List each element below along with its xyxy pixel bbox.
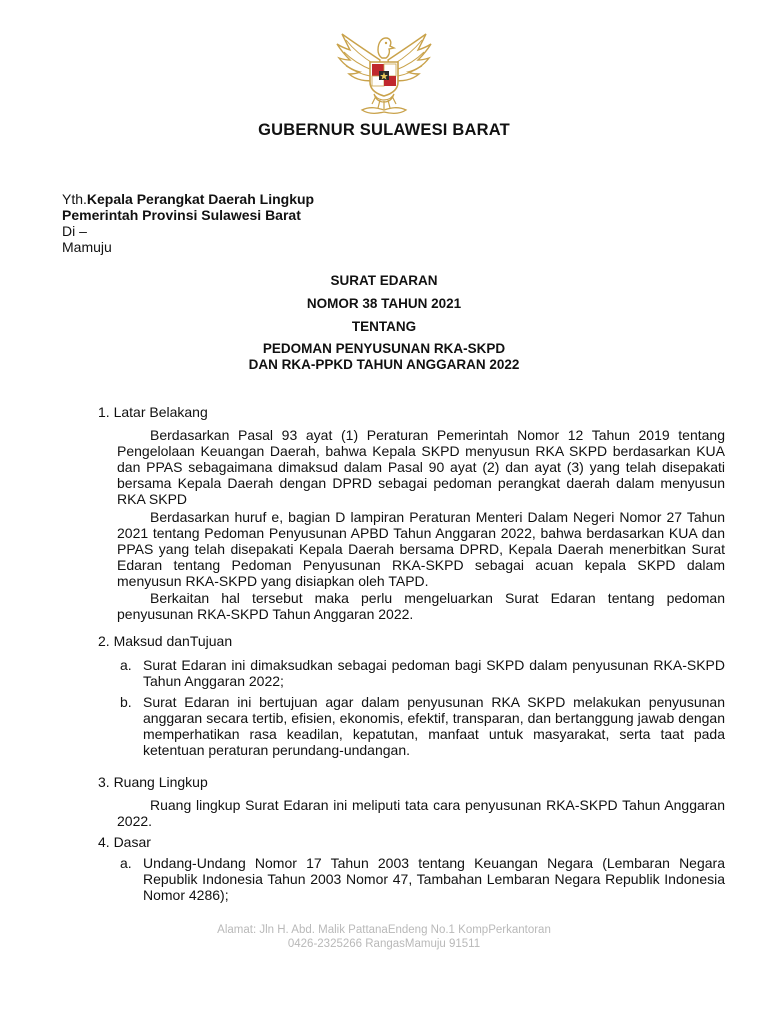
section-heading-3: 3. Ruang Lingkup [98, 774, 208, 790]
addressee-city: Mamuju [62, 239, 112, 255]
item-text: Surat Edaran ini dimaksudkan sebagai pedoman bagi SKPD dalam penyusunan RKA-SKPD Tahun Anggaran 2022; [143, 657, 725, 689]
section1-paragraph-1: Berdasarkan Pasal 93 ayat (1) Peraturan Pemerintah Nomor 12 Tahun 2019 tentang Pengelolaan Keuangan Daerah, bahwa Kepala SKPD menyusun RKA SKPD berdasarkan KUA dan PPAS sebagaimana dimaksud dalam Pasal 90 ayat (2) dan ayat (3) yang telah disepakati bersama Kepala Daerah dengan DPRD sebagai pedoman perangkat daerah dalam menyusun RKA SKPD [117, 427, 725, 507]
addressee-prefix: Yth. [62, 191, 87, 207]
item-label: b. [120, 694, 132, 710]
addressee-block [62, 191, 314, 255]
circular-about: TENTANG [351, 319, 417, 334]
section3-paragraph-1: Ruang lingkup Surat Edaran ini meliputi tata cara penyusunan RKA-SKPD Tahun Anggaran 2022. [117, 797, 725, 829]
section1-paragraph-3: Berkaitan hal tersebut maka perlu mengeluarkan Surat Edaran tentang pedoman penyusunan RKA-SKPD Tahun Anggaran 2022. [117, 590, 725, 622]
section-heading-2: 2. Maksud danTujuan [98, 633, 233, 649]
section-heading-4: 4. Dasar [98, 834, 151, 850]
addressee-line2: Pemerintah Provinsi Sulawesi Barat [62, 207, 301, 223]
footer-line2: 0426-2325266 RangasMamuju 91511 [287, 938, 481, 950]
item-text: Undang-Undang Nomor 17 Tahun 2003 tentang Keuangan Negara (Lembaran Negara Republik Indonesia Tahun 2003 Nomor 47, Tambahan Lembaran Negara Republik Indonesia Nomor 4286); [143, 855, 725, 903]
addressee-line1: Kepala Perangkat Daerah Lingkup [86, 191, 315, 207]
addressee-line3: Di – [62, 223, 87, 239]
footer-address [0, 923, 768, 951]
footer-line1: Alamat: Jln H. Abd. Malik PattanaEndeng No.1 KompPerkantoran [217, 924, 551, 936]
governor-title: GUBERNUR SULAWESI BARAT [258, 121, 510, 139]
item-text: Surat Edaran ini bertujuan agar dalam penyusunan RKA SKPD melakukan penyusunan anggaran secara tertib, efisien, ekonomis, efektif, transparan, dan bertanggung jawab dengan memperhatikan rasa keadilan, kepatutan, manfaat untuk masyarakat, serta taat pada ketentuan peraturan perundang-undangan. [143, 694, 725, 758]
item-label: a. [120, 657, 132, 673]
circular-subject-line1: PEDOMAN PENYUSUNAN RKA-SKPD [262, 341, 506, 356]
item-label: a. [120, 855, 132, 871]
circular-subject-line2: DAN RKA-PPKD TAHUN ANGGARAN 2022 [248, 357, 520, 372]
circular-number: NOMOR 38 TAHUN 2021 [306, 296, 462, 311]
section-heading-1: 1. Latar Belakang [98, 404, 208, 420]
section1-paragraph-2: Berdasarkan huruf e, bagian D lampiran Peraturan Menteri Dalam Negeri Nomor 27 Tahun 2021 tentang Pedoman Penyusunan APBD Tahun Anggaran 2022, bahwa berdasarkan KUA dan PPAS yang telah disepakati Kepala Daerah bersama DPRD, Kepala Daerah menerbitkan Surat Edaran tentang Pedoman Penyusunan RKA-SKPD sebagai acuan kepala SKPD dalam menyusun RKA-SKPD yang disiapkan oleh TAPD. [117, 509, 725, 589]
garuda-emblem-icon [334, 30, 434, 116]
circular-type: SURAT EDARAN [330, 273, 438, 288]
